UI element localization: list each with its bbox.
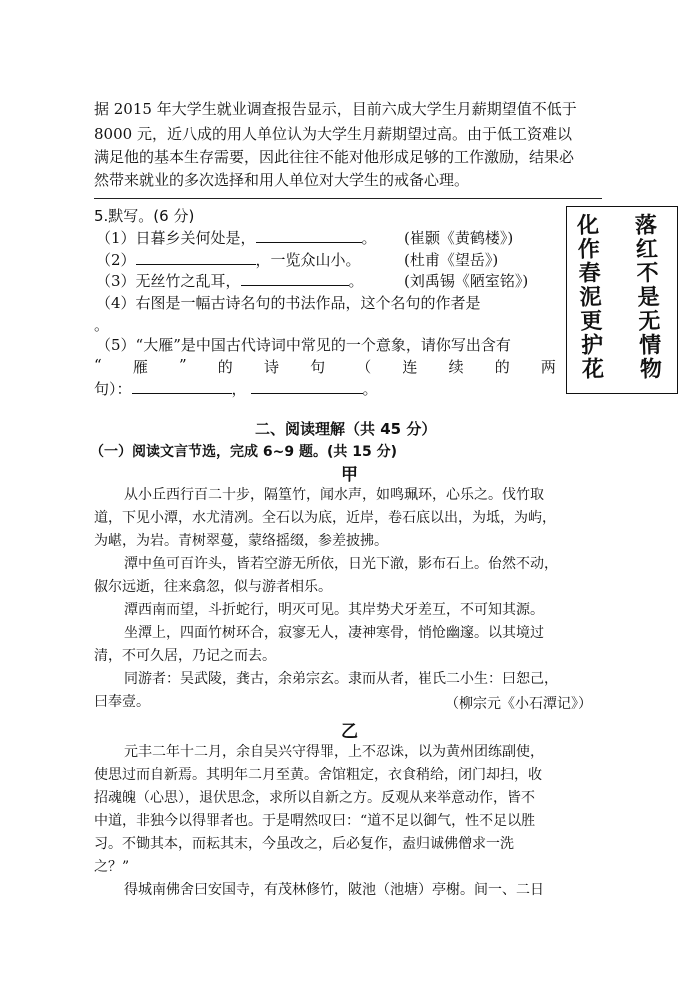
intro-line-4: 然带来就业的多次选择和用人单位对大学生的戒备心理。 bbox=[94, 171, 470, 189]
intro-line-3: 满足他的基本生存需要，因此往往不能对他形成足够的工作激励，结果必 bbox=[94, 148, 575, 166]
yi-line: 使思过而自新焉。其明年二月至黄。舍馆粗定，衣食稍给，闭门却扫，收 bbox=[94, 767, 542, 783]
q5-item1-source: (崔颢《黄鹤楼》) bbox=[404, 229, 514, 247]
q5-item5-char: （ bbox=[356, 358, 372, 376]
jia-line: 为嵁，为岩。青树翠蔓，蒙络摇缀，参差披拂。 bbox=[94, 533, 388, 549]
section2-heading: 二、阅读理解（共 45 分） bbox=[255, 420, 437, 438]
q5-item5-line1: （5）“大雁”是中国古代诗词中常见的一个意象，请你写出含有 bbox=[96, 336, 511, 354]
jia-line: 潭西南而望，斗折蛇行，明灭可见。其岸势犬牙差互，不可知其源。 bbox=[124, 602, 544, 618]
jia-line: 潭中鱼可百许头，皆若空游无所依，日光下澈，影布石上。佁然不动， bbox=[124, 556, 558, 572]
jia-line: 俶尔远逝，往来翕忽，似与游者相乐。 bbox=[94, 579, 332, 595]
q5-item5-line3-mid: ， bbox=[231, 380, 247, 398]
q5-item5-char: 的 bbox=[217, 358, 233, 376]
yi-line: 得城南佛舍曰安国寺，有茂林修竹，陂池（池塘）亭榭。间一、二日 bbox=[124, 882, 544, 898]
jia-line: 同游者：吴武陵，龚古，余弟宗玄。隶而从者，崔氏二小生：曰恕己， bbox=[124, 671, 558, 687]
yi-line: 招魂魄（心思），退伏思念，求所以自新之方。反观从来举意动作，皆不 bbox=[94, 790, 535, 806]
q5-item2-suffix: ，一览众山小。 bbox=[255, 251, 361, 269]
yi-line: 中道，非独今以得罪者也。于是喟然叹曰：“道不足以御气，性不足以胜 bbox=[94, 813, 536, 829]
q5-item5-char: 雁 bbox=[132, 358, 148, 376]
q5-item2-answer-blank[interactable] bbox=[136, 250, 256, 265]
yi-line: 习。不锄其本，而耘其末，今虽改之，后必复作，盍归诚佛僧求一洗 bbox=[94, 836, 514, 852]
jia-line: 道，下见小潭，水尤清冽。全石以为底，近岸，卷石底以出，为坻，为屿， bbox=[94, 510, 556, 526]
q5-item2-prefix: （2） bbox=[96, 251, 136, 269]
q5-item5-char: “ bbox=[94, 356, 102, 374]
q5-item1-suffix: 。 bbox=[361, 229, 377, 247]
calligraphy-image bbox=[566, 206, 678, 394]
calligraphy-column-2: 化作春泥更护花 bbox=[573, 212, 605, 382]
jia-line: 清，不可久居，乃记之而去。 bbox=[94, 648, 276, 664]
q5-item5-answer-blank-1[interactable] bbox=[132, 379, 232, 394]
calligraphy-column-3 bbox=[609, 213, 631, 214]
q5-item5-char: 的 bbox=[494, 358, 510, 376]
q5-item1-prefix: （1）日暮乡关何处是， bbox=[96, 229, 256, 247]
divider-line bbox=[94, 198, 602, 199]
q5-item3-source: (刘禹锡《陋室铭》) bbox=[404, 272, 529, 290]
passage-yi-label: 乙 bbox=[341, 722, 358, 742]
q5-item5-line3-suffix: 。 bbox=[362, 380, 378, 398]
jia-source: （柳宗元《小石潭记》） bbox=[445, 696, 592, 712]
calligraphy-column-1: 落红不是无情物 bbox=[631, 212, 663, 382]
q5-title: 5.默写。(6 分) bbox=[94, 207, 195, 225]
q5-item3-answer-blank[interactable] bbox=[241, 271, 349, 286]
jia-line: 曰奉壹。 bbox=[94, 694, 150, 710]
q5-item5-line3-prefix: 句）： bbox=[94, 380, 132, 398]
q5-item5-char: 两 bbox=[540, 358, 556, 376]
q5-item1 bbox=[96, 227, 377, 248]
q5-item3 bbox=[96, 270, 364, 291]
yi-line: 之？” bbox=[94, 859, 130, 875]
jia-line: 坐潭上，四面竹树环合，寂寥无人，凄神寒骨，悄怆幽邃。以其境过 bbox=[124, 625, 544, 641]
q5-item4-line1: （4）右图是一幅古诗名句的书法作品，这个名句的作者是 bbox=[96, 294, 481, 312]
q5-item5-char: 续 bbox=[448, 358, 464, 376]
q5-item5-line3 bbox=[94, 378, 378, 399]
q5-item4-line2: 。 bbox=[94, 316, 110, 334]
q5-item5-char: ” bbox=[178, 356, 187, 374]
q5-item5-answer-blank-2[interactable] bbox=[251, 379, 363, 394]
q5-item1-answer-blank[interactable] bbox=[256, 228, 362, 243]
intro-line-2: 8000 元，近八成的用人单位认为大学生月薪期望过高。由于低工资难以 bbox=[94, 125, 572, 143]
intro-line-1: 据 2015 年大学生就业调查报告显示，目前六成大学生月薪期望值不低于 bbox=[94, 100, 577, 118]
q5-item2 bbox=[96, 249, 361, 270]
section2-sub1: （一）阅读文言节选，完成 6~9 题。(共 15 分) bbox=[90, 444, 397, 460]
q5-item5-char: 连 bbox=[402, 358, 418, 376]
q5-item3-prefix: （3）无丝竹之乱耳， bbox=[96, 272, 241, 290]
yi-line: 元丰二年十二月，余自吴兴守得罪，上不忍诛，以为黄州团练副使， bbox=[124, 744, 544, 760]
q5-item5-line2 bbox=[94, 356, 556, 377]
q5-item3-suffix: 。 bbox=[348, 272, 364, 290]
q5-item5-char: 诗 bbox=[263, 358, 279, 376]
passage-jia-label: 甲 bbox=[341, 465, 358, 485]
jia-line: 从小丘西行百二十步，隔篁竹，闻水声，如鸣珮环，心乐之。伐竹取 bbox=[124, 487, 544, 503]
q5-item2-source: (杜甫《望岳》) bbox=[404, 251, 499, 269]
q5-item5-char: 句 bbox=[310, 358, 326, 376]
